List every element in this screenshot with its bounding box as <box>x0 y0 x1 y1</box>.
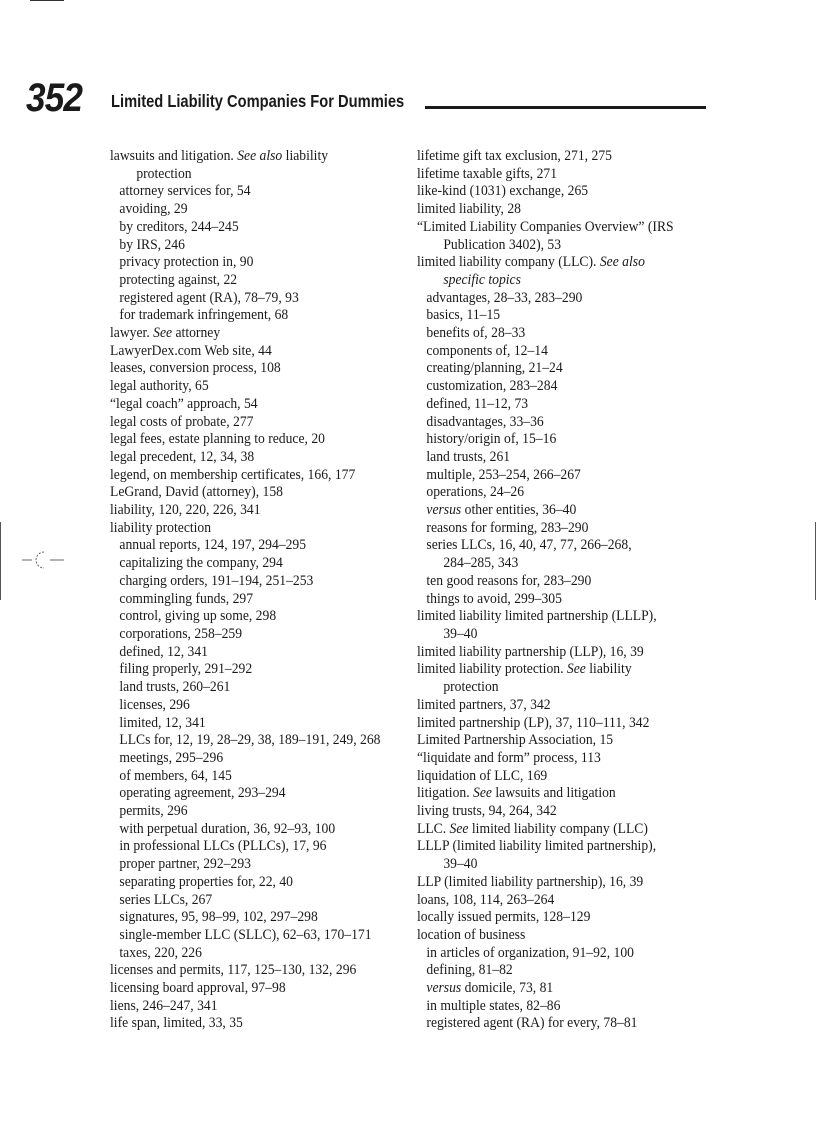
index-entry <box>417 608 699 626</box>
index-entry-text: protecting against, 22 <box>119 271 238 288</box>
page-edge-mark-left <box>0 522 1 600</box>
index-entry <box>110 414 392 432</box>
index-entry <box>110 307 392 325</box>
index-entry-text: capitalizing the company, 294 <box>119 555 283 572</box>
index-entry-text: limited liability company (LLC). <box>417 254 600 271</box>
index-entry-text: “legal coach” approach, 54 <box>110 395 258 412</box>
index-entry-text: charging orders, 191–194, 251–253 <box>119 572 314 589</box>
index-entry-text: legend, on membership certificates, 166, 177 <box>110 466 356 483</box>
index-entry-text: LLLP (limited liability limited partnership), <box>417 838 657 855</box>
index-entry <box>110 732 392 750</box>
index-entry-text: in multiple states, 82–86 <box>426 997 561 1014</box>
index-entry-text: limited liability protection. <box>417 661 567 678</box>
index-entry-text: other entities, 36–40 <box>461 502 577 519</box>
index-entry-text: defining, 81–82 <box>426 962 513 979</box>
index-entry <box>110 431 392 449</box>
index-entry <box>417 945 699 963</box>
index-entry <box>110 998 392 1016</box>
index-entry <box>110 272 392 290</box>
index-entry-text: 39–40 <box>443 625 478 642</box>
index-entry <box>110 449 392 467</box>
index-entry <box>110 785 392 803</box>
index-entry <box>417 980 699 998</box>
index-entry-text: limited partners, 37, 342 <box>417 696 551 713</box>
index-entry-text: of members, 64, 145 <box>119 767 232 784</box>
index-entry <box>110 1015 392 1033</box>
index-entry-text: LLC. <box>417 820 450 837</box>
index-entry-text: with perpetual duration, 36, 92–93, 100 <box>119 820 336 837</box>
index-entry-text: operations, 24–26 <box>426 484 525 501</box>
index-entry-text: limited partnership (LP), 37, 110–111, 342 <box>417 714 650 731</box>
index-entry-text: lawyer. <box>110 325 154 342</box>
index-entry-text: lawsuits and litigation. <box>110 148 238 164</box>
index-entry-text: by IRS, 246 <box>119 236 185 253</box>
index-entry-text: “Limited Liability Companies Overview” (IRS <box>417 218 674 235</box>
index-entry-text: basics, 11–15 <box>426 307 501 324</box>
index-entry <box>110 360 392 378</box>
index-entry-text: registered agent (RA) for every, 78–81 <box>426 1015 638 1032</box>
index-entry <box>110 467 392 485</box>
index-entry <box>110 520 392 538</box>
index-entry <box>110 378 392 396</box>
index-entry <box>417 715 699 733</box>
index-entry <box>110 626 392 644</box>
index-entry <box>110 715 392 733</box>
index-entry <box>417 838 699 856</box>
index-entry-text: locally issued permits, 128–129 <box>417 909 591 926</box>
index-entry <box>110 573 392 591</box>
index-entry-text: See <box>153 325 173 342</box>
index-entry-text: LawyerDex.com Web site, 44 <box>110 342 272 359</box>
index-entry <box>110 909 392 927</box>
index-entry <box>110 697 392 715</box>
index-entry <box>110 856 392 874</box>
index-entry <box>417 307 699 325</box>
index-entry <box>417 750 699 768</box>
index-entry-text: legal precedent, 12, 34, 38 <box>110 448 255 465</box>
index-entry <box>417 661 699 679</box>
page-number: 352 <box>26 76 83 120</box>
index-entry-text: like-kind (1031) exchange, 265 <box>417 183 589 200</box>
index-entry <box>110 254 392 272</box>
index-entry <box>417 325 699 343</box>
index-entry-text: lawsuits and litigation <box>491 785 616 802</box>
index-entry-text: for trademark infringement, 68 <box>119 307 289 324</box>
index-entry-text: versus <box>426 980 462 997</box>
index-entry <box>417 644 699 662</box>
index-entry <box>110 237 392 255</box>
index-entry <box>417 785 699 803</box>
index-entry-text: life span, limited, 33, 35 <box>110 1015 243 1032</box>
index-entry <box>417 219 699 237</box>
index-entry <box>110 661 392 679</box>
index-entry-text: components of, 12–14 <box>426 342 548 359</box>
index-entry <box>110 396 392 414</box>
index-entry <box>110 325 392 343</box>
registration-mark-icon <box>22 548 64 572</box>
index-entry-text: limited liability limited partnership (LLLP), <box>417 608 657 625</box>
index-entry-text: defined, 11–12, 73 <box>426 395 529 412</box>
index-entry-text: corporations, 258–259 <box>119 625 243 642</box>
index-entry <box>417 414 699 432</box>
index-entry <box>110 980 392 998</box>
index-entry-text: location of business <box>417 926 526 943</box>
index-entry-text: commingling funds, 297 <box>119 590 254 607</box>
index-entry-text: reasons for forming, 283–290 <box>426 519 589 536</box>
index-entry <box>417 856 699 874</box>
index-entry-text: benefits of, 28–33 <box>426 325 526 342</box>
index-entry-text: land trusts, 260–261 <box>119 679 231 696</box>
index-entry <box>417 148 699 166</box>
index-entry-text: proper partner, 292–293 <box>119 856 251 873</box>
header-rule <box>425 106 706 109</box>
index-entry <box>417 183 699 201</box>
index-entry-text: limited, 12, 341 <box>119 714 206 731</box>
index-column-left <box>110 148 410 1033</box>
index-entry <box>417 272 699 290</box>
index-entry-text: legal authority, 65 <box>110 378 209 395</box>
index-entry-text: multiple, 253–254, 266–267 <box>426 466 581 483</box>
index-entry-text: land trusts, 261 <box>426 448 511 465</box>
index-entry-text: in articles of organization, 91–92, 100 <box>426 944 634 961</box>
index-entry <box>417 874 699 892</box>
index-entry-text: creating/planning, 21–24 <box>426 360 563 377</box>
index-entry-text: protection <box>443 679 499 696</box>
index-entry-text: attorney <box>172 325 221 342</box>
index-entry-text: protection <box>136 165 192 182</box>
index-entry-text: lifetime taxable gifts, 271 <box>417 165 558 182</box>
index-entry-text: LLCs for, 12, 19, 28–29, 38, 189–191, 249, 268 <box>119 732 381 749</box>
index-entry <box>417 467 699 485</box>
index-entry-text: things to avoid, 299–305 <box>426 590 562 607</box>
index-entry <box>110 608 392 626</box>
index-entry <box>417 378 699 396</box>
index-entry-text: liability <box>585 661 632 678</box>
index-entry-text: by creditors, 244–245 <box>119 218 239 235</box>
index-entry-text: single-member LLC (SLLC), 62–63, 170–171 <box>119 926 372 943</box>
index-entry-text: series LLCs, 267 <box>119 891 213 908</box>
index-entry-text: filing properly, 291–292 <box>119 661 253 678</box>
index-entry <box>110 343 392 361</box>
index-entry <box>417 343 699 361</box>
index-entry <box>110 148 392 166</box>
index-entry-text: See <box>566 661 586 678</box>
index-entry-text: LeGrand, David (attorney), 158 <box>110 484 283 501</box>
index-entry-text: customization, 283–284 <box>426 378 558 395</box>
index-entry-text: “liquidate and form” process, 113 <box>417 749 601 766</box>
index-entry <box>110 821 392 839</box>
index-entry-text: separating properties for, 22, 40 <box>119 873 293 890</box>
index-entry-text: history/origin of, 15–16 <box>426 431 557 448</box>
index-entry-text: limited liability partnership (LLP), 16, 39 <box>417 643 644 660</box>
index-entry <box>110 219 392 237</box>
index-entry <box>110 962 392 980</box>
index-entry-text: disadvantages, 33–36 <box>426 413 544 430</box>
index-entry <box>417 201 699 219</box>
index-entry <box>110 803 392 821</box>
index-entry-text: Limited Partnership Association, 15 <box>417 732 614 749</box>
index-entry <box>417 803 699 821</box>
index-entry-text: liability protection <box>110 519 212 536</box>
running-head-title: Limited Liability Companies For Dummies <box>111 91 405 111</box>
index-entry <box>417 732 699 750</box>
index-entry <box>110 537 392 555</box>
index-entry-text: legal fees, estate planning to reduce, 20 <box>110 431 325 448</box>
index-entry <box>417 821 699 839</box>
index-entry <box>417 573 699 591</box>
index-entry-text: taxes, 220, 226 <box>119 944 202 961</box>
index-entry-text: avoiding, 29 <box>119 201 188 218</box>
index-entry-text: privacy protection in, 90 <box>119 254 254 271</box>
index-entry <box>417 484 699 502</box>
index-entry <box>417 909 699 927</box>
index-entry-text: limited liability company (LLC) <box>468 820 648 837</box>
index-entry-text: registered agent (RA), 78–79, 93 <box>119 289 299 306</box>
index-entry <box>417 962 699 980</box>
index-entry <box>110 679 392 697</box>
index-entry-text: control, giving up some, 298 <box>119 608 277 625</box>
index-entry <box>417 520 699 538</box>
index-entry-text: 284–285, 343 <box>443 555 519 572</box>
index-entry <box>417 998 699 1016</box>
index-entry-text: licenses, 296 <box>119 696 190 713</box>
index-entry-text: specific topics <box>443 271 521 288</box>
index-entry <box>417 431 699 449</box>
index-entry <box>110 874 392 892</box>
index-entry <box>110 591 392 609</box>
index-entry-text: licensing board approval, 97–98 <box>110 980 286 997</box>
index-entry <box>417 237 699 255</box>
index-entry <box>417 697 699 715</box>
index-entry-text: lifetime gift tax exclusion, 271, 275 <box>417 148 612 164</box>
index-entry <box>417 768 699 786</box>
index-entry-text: in professional LLCs (PLLCs), 17, 96 <box>119 838 327 855</box>
index-entry-text: leases, conversion process, 108 <box>110 360 281 377</box>
index-entry-text: meetings, 295–296 <box>119 749 224 766</box>
index-entry <box>417 679 699 697</box>
index-entry <box>417 502 699 520</box>
index-entry-text: advantages, 28–33, 283–290 <box>426 289 583 306</box>
index-entry <box>417 1015 699 1033</box>
index-entry-text: liens, 246–247, 341 <box>110 997 218 1014</box>
index-entry <box>110 201 392 219</box>
index-entry-text: Publication 3402), 53 <box>443 236 562 253</box>
index-entry-text: attorney services for, 54 <box>119 183 251 200</box>
index-entry-text: liability, 120, 220, 226, 341 <box>110 502 261 519</box>
index-entry <box>110 838 392 856</box>
index-entry-text: See <box>473 785 492 802</box>
index-entry <box>417 360 699 378</box>
index-entry-text: liquidation of LLC, 169 <box>417 767 548 784</box>
index-entry-text: See also <box>237 148 283 164</box>
page-header <box>0 0 816 130</box>
index-entry <box>110 644 392 662</box>
index-entry-text: liability <box>282 148 329 164</box>
index-entry <box>110 750 392 768</box>
index-entry-text: defined, 12, 341 <box>119 643 208 660</box>
index-entry <box>417 555 699 573</box>
index-entry <box>110 768 392 786</box>
index-entry <box>110 166 392 184</box>
index-entry <box>417 290 699 308</box>
index-entry-text: LLP (limited liability partnership), 16, 39 <box>417 873 644 890</box>
index-entry-text: legal costs of probate, 277 <box>110 413 254 430</box>
index-entry <box>417 927 699 945</box>
index-entry <box>110 502 392 520</box>
index-entry-text: annual reports, 124, 197, 294–295 <box>119 537 307 554</box>
index-entry-text: litigation. <box>417 785 474 802</box>
index-entry <box>110 927 392 945</box>
index-entry-text: ten good reasons for, 283–290 <box>426 572 592 589</box>
index-entry-text: 39–40 <box>443 856 478 873</box>
index-entry <box>417 626 699 644</box>
index-entry-text: See <box>449 820 469 837</box>
index-entry-text: permits, 296 <box>119 803 188 820</box>
index-entry-text: versus <box>426 502 462 519</box>
index-entry <box>417 591 699 609</box>
index-entry <box>110 484 392 502</box>
index-entry <box>417 537 699 555</box>
index-entry <box>110 290 392 308</box>
index-entry-text: signatures, 95, 98–99, 102, 297–298 <box>119 909 318 926</box>
index-entry <box>110 555 392 573</box>
index-entry-text: See also <box>599 254 645 271</box>
index-entry <box>417 892 699 910</box>
index-entry <box>417 396 699 414</box>
index-entry-text: licenses and permits, 117, 125–130, 132, 296 <box>110 962 357 979</box>
index-column-right <box>417 148 717 1033</box>
index-entry-text: living trusts, 94, 264, 342 <box>417 803 557 820</box>
index-entry-text: operating agreement, 293–294 <box>119 785 286 802</box>
index-entry <box>417 166 699 184</box>
index-entry <box>417 254 699 272</box>
index-entry <box>110 892 392 910</box>
index-entry-text: series LLCs, 16, 40, 47, 77, 266–268, <box>426 537 632 554</box>
index-entry <box>110 945 392 963</box>
index-entry <box>110 183 392 201</box>
index-entry-text: loans, 108, 114, 263–264 <box>417 891 555 908</box>
index-entry-text: limited liability, 28 <box>417 201 521 218</box>
index-entry <box>417 449 699 467</box>
index-entry-text: domicile, 73, 81 <box>461 980 554 997</box>
